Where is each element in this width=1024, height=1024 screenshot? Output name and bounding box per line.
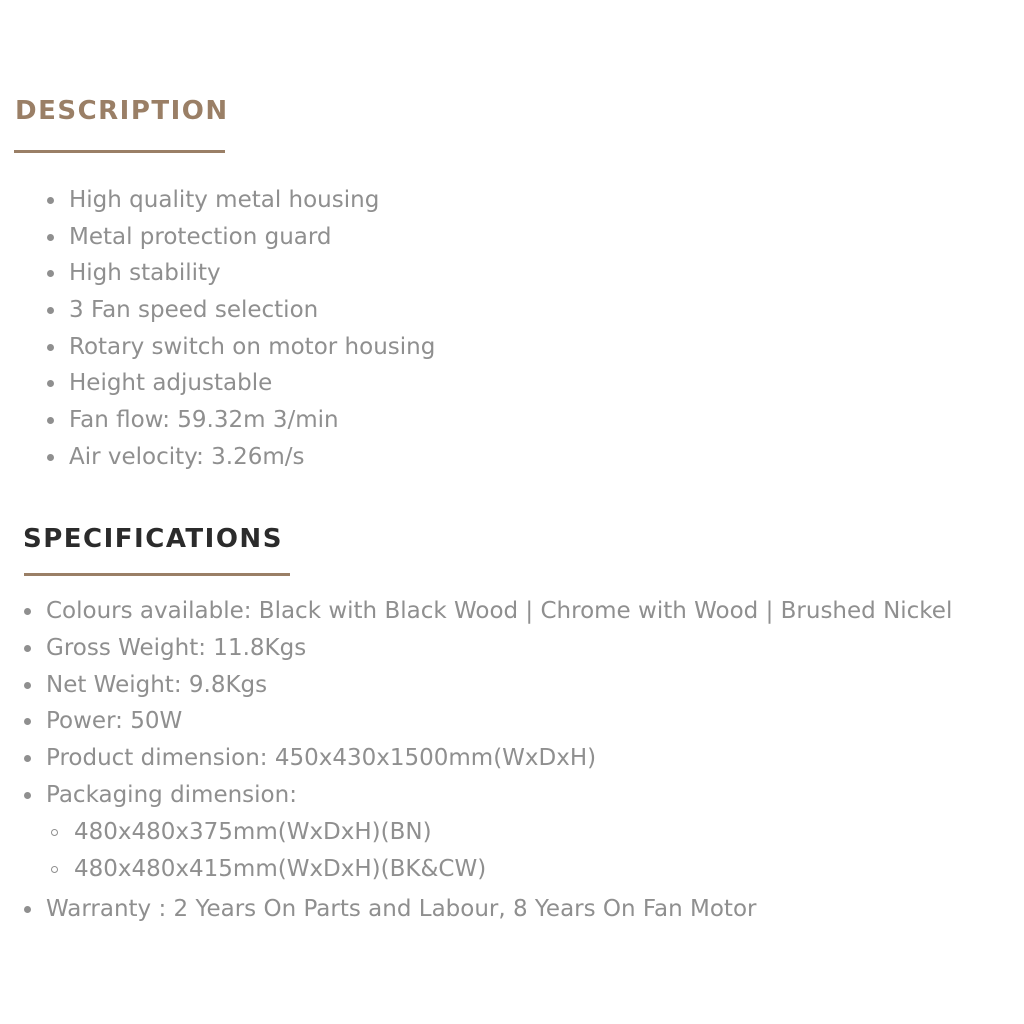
bullet-icon: [47, 417, 54, 424]
description-item: Rotary switch on motor housing: [69, 329, 435, 366]
specifications-heading: SPECIFICATIONS: [23, 524, 283, 554]
bullet-icon: [47, 454, 54, 461]
description-item: Air velocity: 3.26m/s: [69, 439, 435, 476]
bullet-icon: [24, 792, 31, 799]
hollow-bullet-icon: [51, 866, 58, 873]
specifications-list: [46, 593, 952, 928]
bullet-icon: [47, 307, 54, 314]
bullet-icon: [24, 718, 31, 725]
spec-subitem-packaging-bn: 480x480x375mm(WxDxH)(BN): [46, 814, 952, 851]
description-heading-underline: [14, 150, 225, 153]
bullet-icon: [24, 755, 31, 762]
spec-subitem-packaging-bkcw: 480x480x415mm(WxDxH)(BK&CW): [46, 851, 952, 888]
bullet-icon: [47, 344, 54, 351]
description-item: Height adjustable: [69, 365, 435, 402]
bullet-icon: [47, 380, 54, 387]
bullet-icon: [24, 906, 31, 913]
bullet-icon: [24, 682, 31, 689]
spec-item-power: Power: 50W: [46, 703, 952, 740]
bullet-icon: [47, 197, 54, 204]
spec-item-colours: Colours available: Black with Black Wood | Chrome with Wood | Brushed Nickel: [46, 593, 952, 630]
spec-item-net-weight: Net Weight: 9.8Kgs: [46, 667, 952, 704]
description-item: 3 Fan speed selection: [69, 292, 435, 329]
description-list: [69, 182, 435, 476]
description-heading: DESCRIPTION: [15, 96, 229, 126]
hollow-bullet-icon: [51, 829, 58, 836]
spec-item-warranty: Warranty : 2 Years On Parts and Labour, 8 Years On Fan Motor: [46, 890, 952, 928]
bullet-icon: [47, 270, 54, 277]
spec-item-packaging-dimension: Packaging dimension:: [46, 777, 952, 814]
spec-item-gross-weight: Gross Weight: 11.8Kgs: [46, 630, 952, 667]
description-item: High quality metal housing: [69, 182, 435, 219]
bullet-icon: [47, 234, 54, 241]
bullet-icon: [24, 645, 31, 652]
description-item: Fan flow: 59.32m 3/min: [69, 402, 435, 439]
description-item: Metal protection guard: [69, 219, 435, 256]
specifications-heading-underline: [24, 573, 290, 576]
bullet-icon: [24, 608, 31, 615]
spec-item-product-dimension: Product dimension: 450x430x1500mm(WxDxH): [46, 740, 952, 777]
description-item: High stability: [69, 255, 435, 292]
